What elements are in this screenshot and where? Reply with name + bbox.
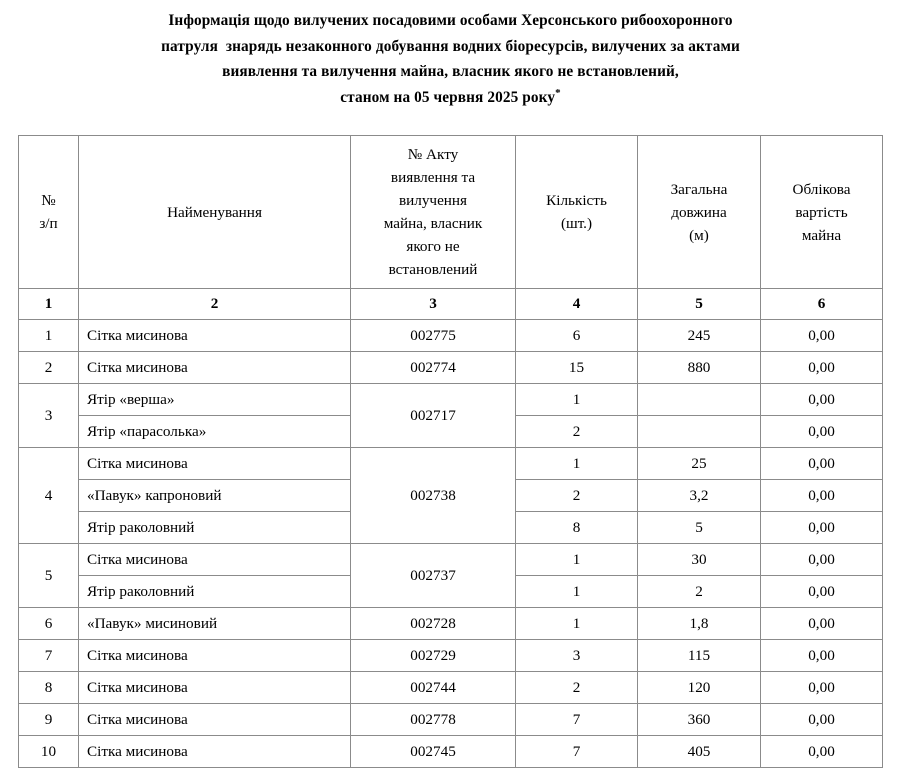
total-length-cell: 245 — [638, 320, 761, 352]
quantity-cell: 7 — [516, 704, 638, 736]
item-name-cell: Ятір «верша» — [79, 384, 351, 416]
act-number-cell: 002737 — [351, 544, 516, 608]
header-cell-no: № з/п — [19, 136, 79, 289]
item-name-cell: Сітка мисинова — [79, 320, 351, 352]
total-length-cell: 880 — [638, 352, 761, 384]
header-cell-total-length: Загальна довжина (м) — [638, 136, 761, 289]
column-number-6: 6 — [761, 289, 883, 320]
column-number-4: 4 — [516, 289, 638, 320]
total-length-cell — [638, 384, 761, 416]
table-header — [19, 136, 883, 320]
act-number-cell: 002744 — [351, 672, 516, 704]
table-row — [19, 672, 883, 704]
header-cell-name: Найменування — [79, 136, 351, 289]
table-body — [19, 320, 883, 768]
page-title-line-2: патруля знарядь незаконного добування водних біоресурсів, вилучених за актами — [161, 37, 740, 55]
book-value-cell: 0,00 — [761, 736, 883, 768]
page-title-line-4-text: станом на 05 червня 2025 року — [340, 88, 556, 106]
act-number-cell: 002775 — [351, 320, 516, 352]
item-name-cell: Ятір раколовний — [79, 576, 351, 608]
page-title-line-3: виявлення та вилучення майна, власник якого не встановлений, — [222, 63, 679, 80]
act-number-cell: 002729 — [351, 640, 516, 672]
book-value-cell: 0,00 — [761, 480, 883, 512]
item-name-cell: Сітка мисинова — [79, 704, 351, 736]
row-index-cell: 4 — [19, 448, 79, 544]
item-name-cell: Сітка мисинова — [79, 640, 351, 672]
item-name-cell: Сітка мисинова — [79, 672, 351, 704]
page-title — [41, 0, 861, 110]
table-row — [19, 352, 883, 384]
act-number-cell: 002738 — [351, 448, 516, 544]
total-length-cell: 5 — [638, 512, 761, 544]
row-index-cell: 1 — [19, 320, 79, 352]
book-value-cell: 0,00 — [761, 448, 883, 480]
total-length-cell: 1,8 — [638, 608, 761, 640]
item-name-cell: Ятір раколовний — [79, 512, 351, 544]
footnote-marker: * — [555, 86, 561, 99]
book-value-cell: 0,00 — [761, 416, 883, 448]
page-title-line-1: Інформація щодо вилучених посадовими особами Херсонського рибоохоронного — [168, 12, 733, 29]
column-number-5: 5 — [638, 289, 761, 320]
item-name-cell: Сітка мисинова — [79, 544, 351, 576]
total-length-cell: 360 — [638, 704, 761, 736]
item-name-cell: Сітка мисинова — [79, 736, 351, 768]
act-number-cell: 002745 — [351, 736, 516, 768]
quantity-cell: 1 — [516, 448, 638, 480]
page-title-line-4 — [66, 85, 836, 111]
quantity-cell: 1 — [516, 544, 638, 576]
total-length-cell: 120 — [638, 672, 761, 704]
table-row — [19, 640, 883, 672]
total-length-cell: 405 — [638, 736, 761, 768]
book-value-cell: 0,00 — [761, 672, 883, 704]
act-number-cell: 002717 — [351, 384, 516, 448]
item-name-cell: Ятір «парасолька» — [79, 416, 351, 448]
quantity-cell: 2 — [516, 416, 638, 448]
column-number-3: 3 — [351, 289, 516, 320]
book-value-cell: 0,00 — [761, 704, 883, 736]
seizure-table — [18, 135, 883, 768]
total-length-cell: 30 — [638, 544, 761, 576]
item-name-cell: Сітка мисинова — [79, 352, 351, 384]
row-index-cell: 10 — [19, 736, 79, 768]
quantity-cell: 1 — [516, 608, 638, 640]
row-index-cell: 9 — [19, 704, 79, 736]
quantity-cell: 15 — [516, 352, 638, 384]
table-row — [19, 384, 883, 416]
table-row — [19, 608, 883, 640]
row-index-cell: 6 — [19, 608, 79, 640]
table-row — [19, 704, 883, 736]
header-row — [19, 136, 883, 289]
row-index-cell: 3 — [19, 384, 79, 448]
column-number-2: 2 — [79, 289, 351, 320]
header-cell-book-value: Облікова вартість майна — [761, 136, 883, 289]
table-row — [19, 736, 883, 768]
column-number-row — [19, 289, 883, 320]
row-index-cell: 7 — [19, 640, 79, 672]
row-index-cell: 2 — [19, 352, 79, 384]
book-value-cell: 0,00 — [761, 576, 883, 608]
quantity-cell: 2 — [516, 480, 638, 512]
header-cell-act-number: № Акту виявлення та вилучення майна, власник якого не встановлений — [351, 136, 516, 289]
quantity-cell: 6 — [516, 320, 638, 352]
table-row — [19, 544, 883, 576]
total-length-cell: 115 — [638, 640, 761, 672]
column-number-1: 1 — [19, 289, 79, 320]
book-value-cell: 0,00 — [761, 544, 883, 576]
item-name-cell: Сітка мисинова — [79, 448, 351, 480]
seizure-table-container — [0, 135, 901, 768]
table-row — [19, 448, 883, 480]
quantity-cell: 7 — [516, 736, 638, 768]
quantity-cell: 1 — [516, 576, 638, 608]
book-value-cell: 0,00 — [761, 608, 883, 640]
total-length-cell — [638, 416, 761, 448]
item-name-cell: «Павук» мисиновий — [79, 608, 351, 640]
act-number-cell: 002728 — [351, 608, 516, 640]
row-index-cell: 8 — [19, 672, 79, 704]
book-value-cell: 0,00 — [761, 352, 883, 384]
book-value-cell: 0,00 — [761, 384, 883, 416]
act-number-cell: 002774 — [351, 352, 516, 384]
book-value-cell: 0,00 — [761, 640, 883, 672]
table-row — [19, 320, 883, 352]
total-length-cell: 3,2 — [638, 480, 761, 512]
book-value-cell: 0,00 — [761, 512, 883, 544]
item-name-cell: «Павук» капроновий — [79, 480, 351, 512]
quantity-cell: 1 — [516, 384, 638, 416]
quantity-cell: 3 — [516, 640, 638, 672]
row-index-cell: 5 — [19, 544, 79, 608]
header-cell-quantity: Кількість (шт.) — [516, 136, 638, 289]
book-value-cell: 0,00 — [761, 320, 883, 352]
total-length-cell: 25 — [638, 448, 761, 480]
total-length-cell: 2 — [638, 576, 761, 608]
act-number-cell: 002778 — [351, 704, 516, 736]
quantity-cell: 2 — [516, 672, 638, 704]
quantity-cell: 8 — [516, 512, 638, 544]
